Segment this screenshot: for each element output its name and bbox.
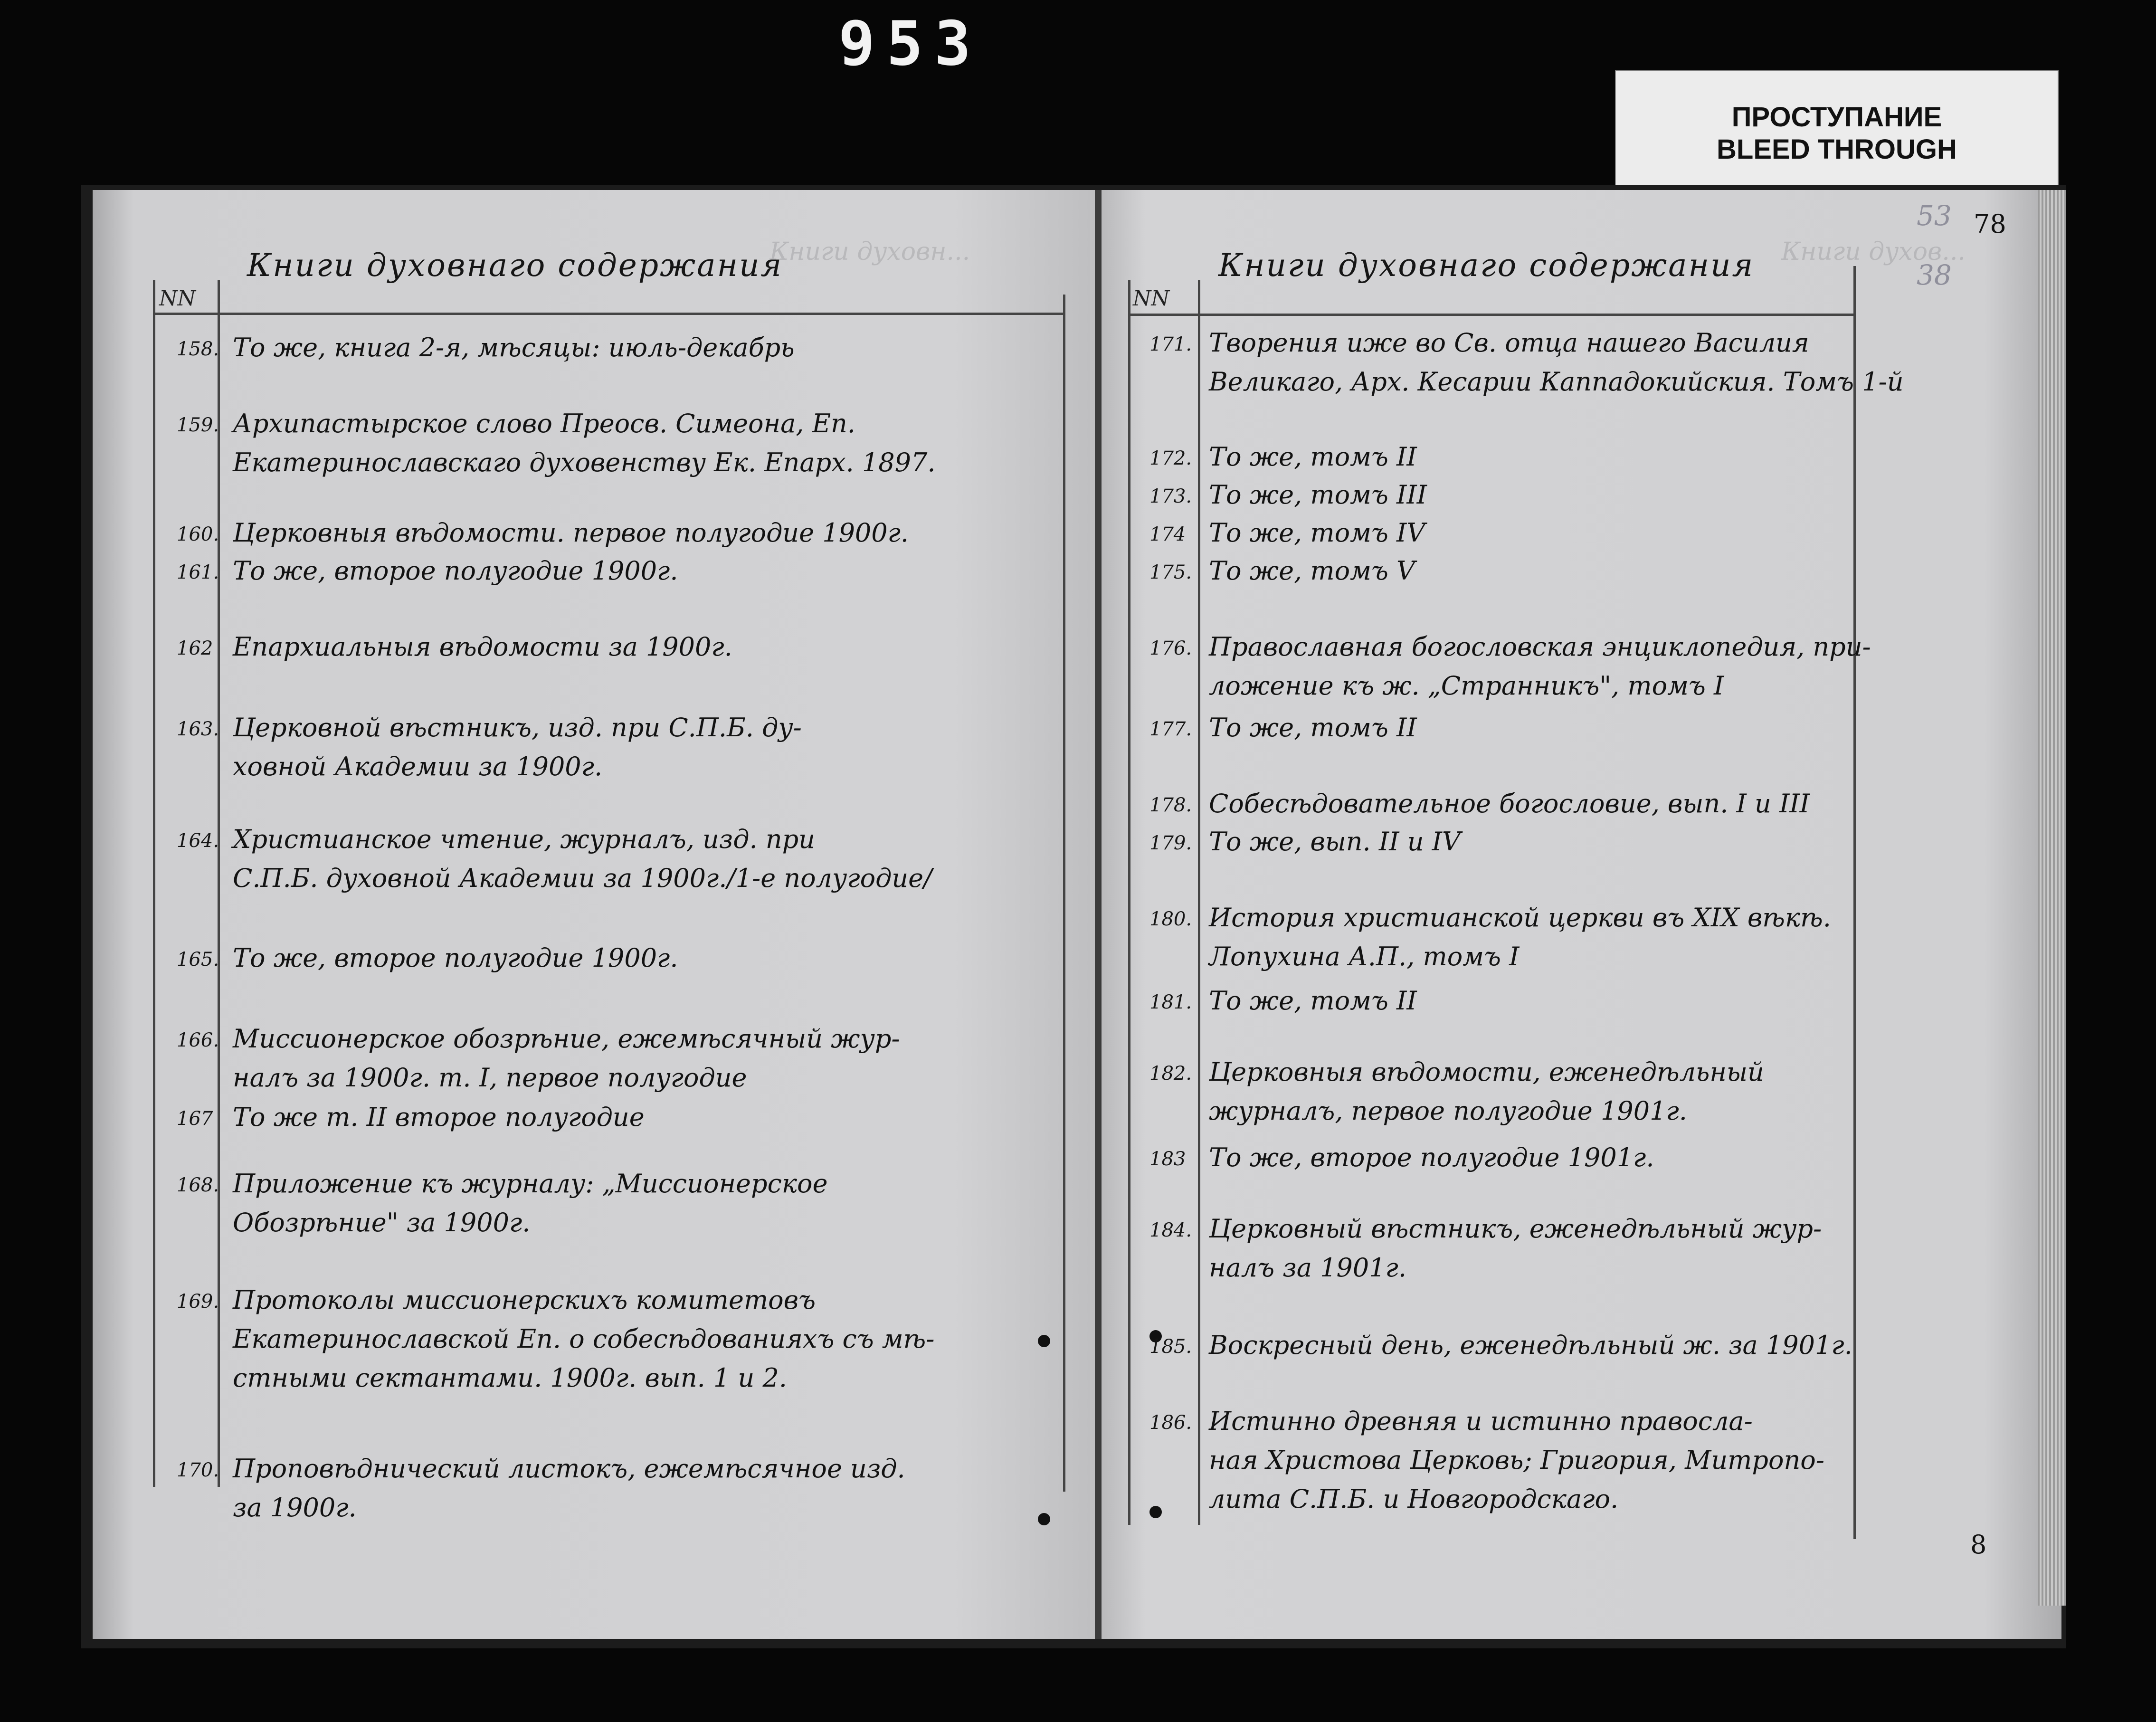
entry-text-line: То же, томъ IV (1209, 518, 1425, 548)
entry-text-line: Православная богословская энциклопедия, при- (1209, 632, 1871, 662)
right-header-rule (1128, 314, 1853, 316)
entry-text-line: То же, томъ III (1209, 480, 1427, 510)
entry-text-line: Обозрѣние" за 1900г. (233, 1208, 531, 1237)
entry-text-line: Церковной вѣстникъ, изд. при С.П.Б. ду- (233, 713, 802, 742)
left-margin-rule (153, 280, 155, 1487)
faint-folio-number: 53 (1917, 200, 1952, 232)
entry-number: 164. (177, 830, 219, 852)
entry-number: 158. (177, 338, 219, 360)
entry-number: 185. (1149, 1336, 1192, 1358)
right-right-rule (1853, 266, 1856, 1539)
entry-text-line: Христианское чтение, журналъ, изд. при (233, 824, 815, 854)
entry-text-line: Екатеринославскаго духовенству Ек. Епарх. 1897. (233, 447, 936, 477)
entry-number: 160. (177, 523, 219, 545)
entry-text-line: Епархиальныя вѣдомости за 1900г. (233, 632, 732, 662)
entry-text-line: ховной Академии за 1900г. (233, 752, 603, 781)
entry-number: 162 (177, 637, 213, 659)
entry-text-line: Творения иже во Св. отца нашего Василия (1209, 328, 1809, 358)
entry-text-line: То же, томъ II (1209, 986, 1417, 1016)
stamp-line-russian: ПРОСТУПАНИЕ (1731, 101, 1942, 133)
entry-text-line: ложение къ ж. „Странникъ", томъ I (1209, 671, 1724, 701)
entry-text-line: ная Христова Церковь; Григория, Митропо- (1209, 1445, 1824, 1475)
entry-text-line: Воскресный день, еженедѣльный ж. за 1901г. (1209, 1330, 1852, 1360)
entry-text-line: лита С.П.Б. и Новгородскаго. (1209, 1484, 1619, 1514)
entry-text-line: Великаго, Арх. Кесарии Каппадокийския. Томъ 1-й (1209, 367, 1904, 397)
entry-text-line: Церковный вѣстникъ, еженедѣльный жур- (1209, 1214, 1822, 1244)
left-page (93, 190, 1104, 1639)
book-spine (1095, 190, 1102, 1639)
bleed-through-ghost: Книги духов... (1781, 238, 1966, 266)
entry-number: 165. (177, 949, 219, 970)
page-number: 8 (1970, 1530, 1987, 1560)
entry-text-line: То же т. II второе полугодие (233, 1102, 645, 1132)
entry-number: 159. (177, 414, 219, 436)
entry-text-line: С.П.Б. духовной Академии за 1900г./1-е полугодие/ (233, 863, 932, 893)
entry-number: 179. (1149, 832, 1192, 854)
page-edges (2038, 190, 2066, 1606)
entry-text-line: Протоколы миссионерскихъ комитетовъ (233, 1285, 816, 1315)
entry-number: 181. (1149, 991, 1192, 1013)
entry-number: 182. (1149, 1063, 1192, 1085)
entry-text-line: Приложение къ журналу: „Миссионерское (233, 1169, 828, 1199)
entry-text-line: за 1900г. (233, 1493, 357, 1522)
entry-text-line: Миссионерское обозрѣние, ежемѣсячный жур- (233, 1024, 900, 1054)
entry-text-line: налъ за 1900г. т. I, первое полугодие (233, 1063, 747, 1093)
folio-number: 78 (1974, 209, 2006, 239)
entry-text-line: То же, второе полугодие 1900г. (233, 556, 678, 586)
entry-text-line: стными сектантами. 1900г. вып. 1 и 2. (233, 1363, 787, 1393)
entry-text-line: Проповѣднический листокъ, ежемѣсячное изд. (233, 1454, 905, 1484)
entry-number: 184. (1149, 1219, 1192, 1241)
entry-text-line: Истинно древняя и истинно правосла- (1209, 1406, 1753, 1436)
entry-text-line: Церковныя вѣдомости, еженедѣльный (1209, 1057, 1764, 1087)
right-col-header: NN (1133, 286, 1169, 311)
entry-number: 177. (1149, 718, 1192, 740)
entry-number: 175. (1149, 561, 1192, 583)
entry-number: 171. (1149, 333, 1192, 355)
punch-hole (1038, 1513, 1050, 1525)
entry-number: 168. (177, 1174, 219, 1196)
left-col-header: NN (159, 286, 196, 311)
entry-number: 178. (1149, 794, 1192, 816)
entry-number: 186. (1149, 1412, 1192, 1434)
left-right-rule (1063, 295, 1065, 1492)
entry-text-line: То же, книга 2-я, мѣсяцы: июль-декабрь (233, 333, 795, 362)
film-frame-number: 953 (838, 9, 983, 79)
entry-number: 176. (1149, 637, 1192, 659)
entry-text-line: То же, вып. II и IV (1209, 827, 1461, 856)
stamp-line-english: BLEED THROUGH (1717, 134, 1957, 165)
entry-text-line: Екатеринославской Еп. о собесѣдованияхъ съ мѣ- (233, 1324, 935, 1354)
entry-text-line: Архипастырское слово Преосв. Симеона, Еп. (233, 409, 855, 438)
entry-text-line: История христианской церкви въ XIX вѣкѣ. (1209, 903, 1831, 932)
entry-text-line: налъ за 1901г. (1209, 1253, 1406, 1283)
entry-text-line: То же, второе полугодие 1900г. (233, 943, 678, 973)
entry-number: 166. (177, 1029, 219, 1051)
entry-text-line: Собесѣдовательное богословие, вып. I и III (1209, 789, 1810, 818)
entry-number: 172. (1149, 447, 1192, 469)
entry-number: 169. (177, 1291, 219, 1313)
entry-number: 173. (1149, 485, 1192, 507)
punch-hole (1149, 1506, 1162, 1518)
entry-text-line: Церковныя вѣдомости. первое полугодие 1900г. (233, 518, 909, 548)
entry-number: 170. (177, 1459, 219, 1481)
entry-text-line: Лопухина А.П., томъ I (1209, 942, 1520, 971)
entry-number: 161. (177, 561, 219, 583)
right-page-heading: Книги духовнаго содержания (1218, 247, 1755, 284)
entry-text-line: журналъ, первое полугодие 1901г. (1209, 1096, 1687, 1126)
right-margin-rule (1128, 280, 1130, 1525)
bleed-through-ghost: Книги духовн... (769, 238, 970, 266)
right-number-column-rule (1198, 280, 1200, 1525)
faint-folio-number: 38 (1917, 259, 1952, 291)
entry-text-line: То же, томъ II (1209, 442, 1417, 472)
entry-number: 183 (1149, 1148, 1186, 1170)
entry-number: 174 (1149, 523, 1186, 545)
left-header-rule (153, 313, 1063, 315)
bleed-through-stamp (1615, 70, 2059, 197)
entry-text-line: То же, томъ II (1209, 713, 1417, 742)
entry-number: 163. (177, 718, 219, 740)
entry-number: 180. (1149, 908, 1192, 930)
entry-number: 167 (177, 1108, 213, 1130)
punch-hole (1038, 1335, 1050, 1347)
left-page-heading: Книги духовнаго содержания (247, 247, 783, 284)
entry-text-line: То же, второе полугодие 1901г. (1209, 1142, 1654, 1172)
entry-text-line: То же, томъ V (1209, 556, 1415, 586)
